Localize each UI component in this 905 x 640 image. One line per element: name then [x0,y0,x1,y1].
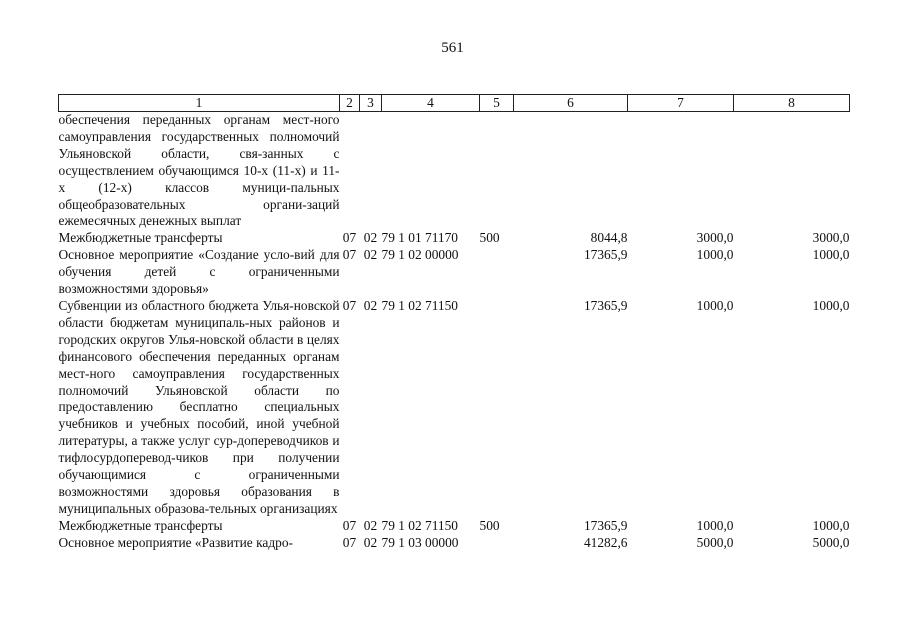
column-header-3: 3 [360,95,382,112]
cell-subsection: 02 [363,297,378,313]
cell-section: 07 [342,230,357,246]
cell-amount-8: 3000,0 [812,230,850,246]
column-header-1: 1 [59,95,340,112]
cell-subsection: 02 [363,534,378,550]
cell-section: 07 [342,247,357,263]
cell-expense-type: 500 [479,230,500,246]
table-row [59,535,850,552]
table-row [59,247,850,298]
cell-amount-7: 1000,0 [696,247,734,263]
cell-subsection [360,112,382,231]
cell-target-code: 79 1 02 71150 [381,517,458,533]
cell-section [340,112,360,231]
cell-expense-type [480,247,514,298]
row-name: Межбюджетные трансферты [58,230,223,246]
row-name: Межбюджетные трансферты [58,517,223,533]
cell-amount-7 [628,112,734,231]
cell-amount-6: 8044,8 [590,230,628,246]
cell-amount-6 [514,112,628,231]
cell-section: 07 [342,534,357,550]
header-row [59,95,850,112]
cell-subsection: 02 [363,247,378,263]
row-name: Субвенции из областного бюджета Улья-новской области бюджетам муниципаль-ных районов и городских округов Улья-новской области в целях финансового обеспечения переданных органам мест-ного самоуправления государственных полномочий Ульяновской области по предоставлению бесплатно специальных учебников и учебных пособий, иной учебной литературы, а также услуг сур-допереводчиков и тифлосурдоперевод-чиков при получении обучающимися с ограниченными возможностями здоровья образования в муниципальных образова-тельных организациях [58,297,340,516]
cell-target-code: 79 1 03 00000 [381,534,459,550]
cell-amount-7: 5000,0 [696,534,734,550]
cell-expense-type [480,535,514,552]
table-row [59,230,850,247]
column-header-6: 6 [514,95,628,112]
cell-subsection: 02 [363,517,378,533]
column-header-5: 5 [480,95,514,112]
cell-target-code [382,112,480,231]
cell-amount-8: 1000,0 [812,517,850,533]
cell-amount-7: 3000,0 [696,230,734,246]
cell-expense-type: 500 [479,517,500,533]
cell-amount-6: 17365,9 [583,517,628,533]
column-header-4: 4 [382,95,480,112]
cell-amount-7: 1000,0 [696,517,734,533]
row-name: Основное мероприятие «Развитие кадро- [58,534,293,550]
column-header-2: 2 [340,95,360,112]
cell-subsection: 02 [363,230,378,246]
column-header-7: 7 [628,95,734,112]
page-number: 561 [441,40,464,56]
table-row [59,518,850,535]
table-row [59,112,850,231]
column-header-8: 8 [734,95,850,112]
cell-amount-8: 1000,0 [812,297,850,313]
cell-amount-7: 1000,0 [696,297,734,313]
row-name: обеспечения переданных органам мест-ного самоуправления государственных полномочий Ульяновской области, свя-занных с осуществлением обучающимся 10-х (11-х) и 11-х (12-х) классов муници-пальных общеобразовательных органи-заций ежемесячных денежных выплат [58,112,340,229]
cell-section: 07 [342,517,357,533]
cell-amount-8: 1000,0 [812,247,850,263]
cell-amount-6: 41282,6 [583,534,628,550]
cell-amount-8 [734,112,850,231]
cell-amount-6: 17365,9 [583,297,628,313]
cell-expense-type [480,112,514,231]
table-row [59,298,850,518]
cell-target-code: 79 1 02 71150 [381,297,458,313]
cell-expense-type [480,298,514,518]
cell-amount-8: 5000,0 [812,534,850,550]
cell-target-code: 79 1 02 00000 [381,247,459,263]
cell-amount-6: 17365,9 [583,247,628,263]
cell-target-code: 79 1 01 71170 [381,230,458,246]
cell-section: 07 [342,297,357,313]
budget-table [58,94,850,552]
row-name: Основное мероприятие «Создание усло-вий для обучения детей с ограниченными возможностями здоровья» [58,247,340,297]
